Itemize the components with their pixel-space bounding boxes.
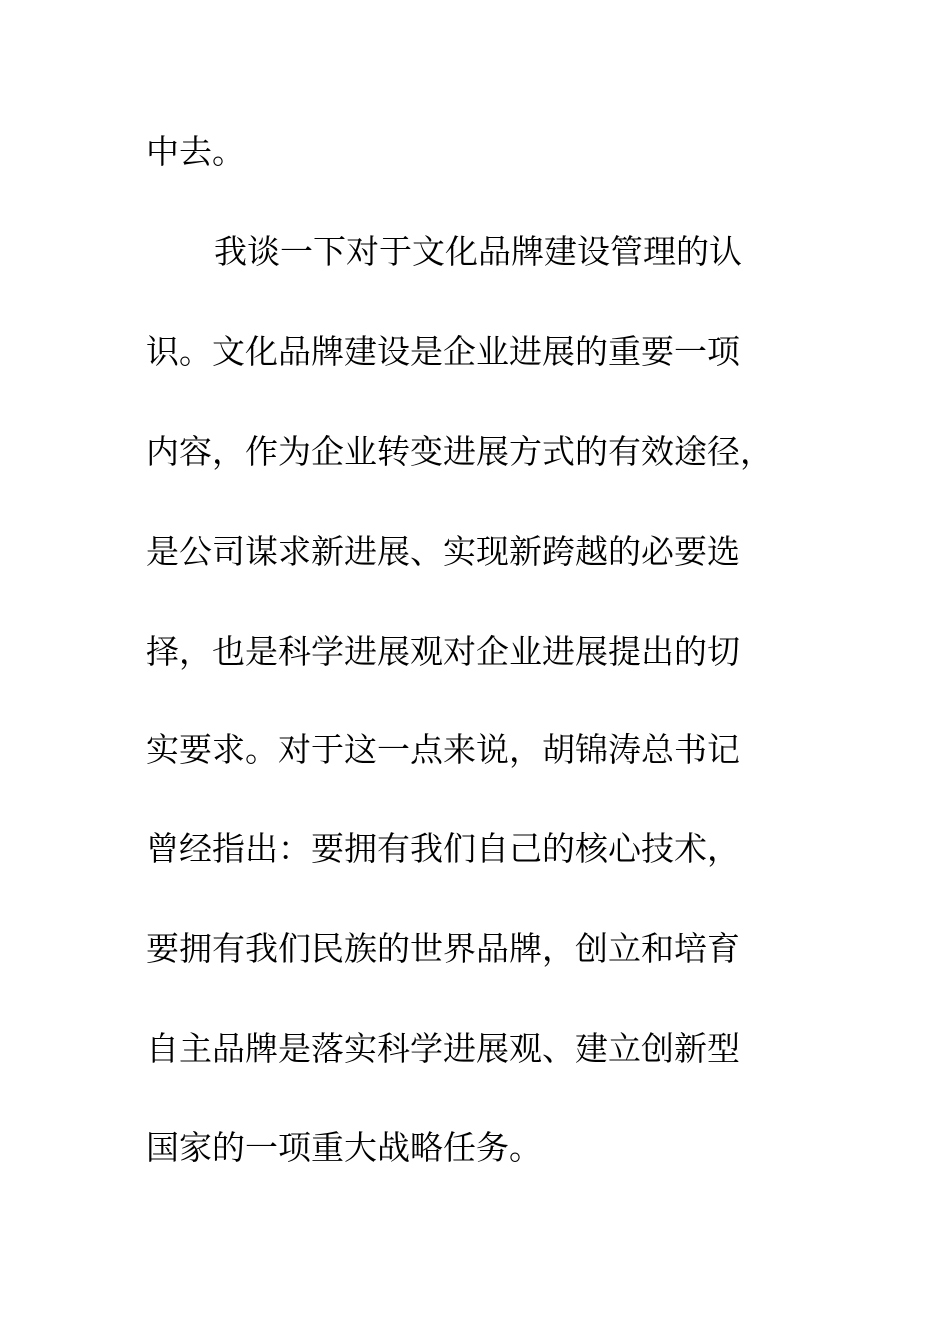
text-line-7: 实要求。对于这一点来说，胡锦涛总书记 (146, 730, 740, 769)
text-line-2: 我谈一下对于文化品牌建设管理的认 (214, 232, 742, 271)
text-line-10: 自主品牌是落实科学进展观、建立创新型 (146, 1029, 740, 1068)
text-line-1: 中去。 (146, 132, 245, 171)
text-line-4: 内容，作为企业转变进展方式的有效途径， (146, 432, 773, 471)
text-line-3: 识。文化品牌建设是企业进展的重要一项 (146, 332, 740, 371)
text-line-5: 是公司谋求新进展、实现新跨越的必要选 (146, 532, 740, 571)
text-line-9: 要拥有我们民族的世界品牌，创立和培育 (146, 929, 740, 968)
text-line-6: 择，也是科学进展观对企业进展提出的切 (146, 632, 740, 671)
text-line-8: 曾经指出：要拥有我们自己的核心技术， (146, 829, 740, 868)
text-line-11: 国家的一项重大战略任务。 (146, 1128, 542, 1167)
